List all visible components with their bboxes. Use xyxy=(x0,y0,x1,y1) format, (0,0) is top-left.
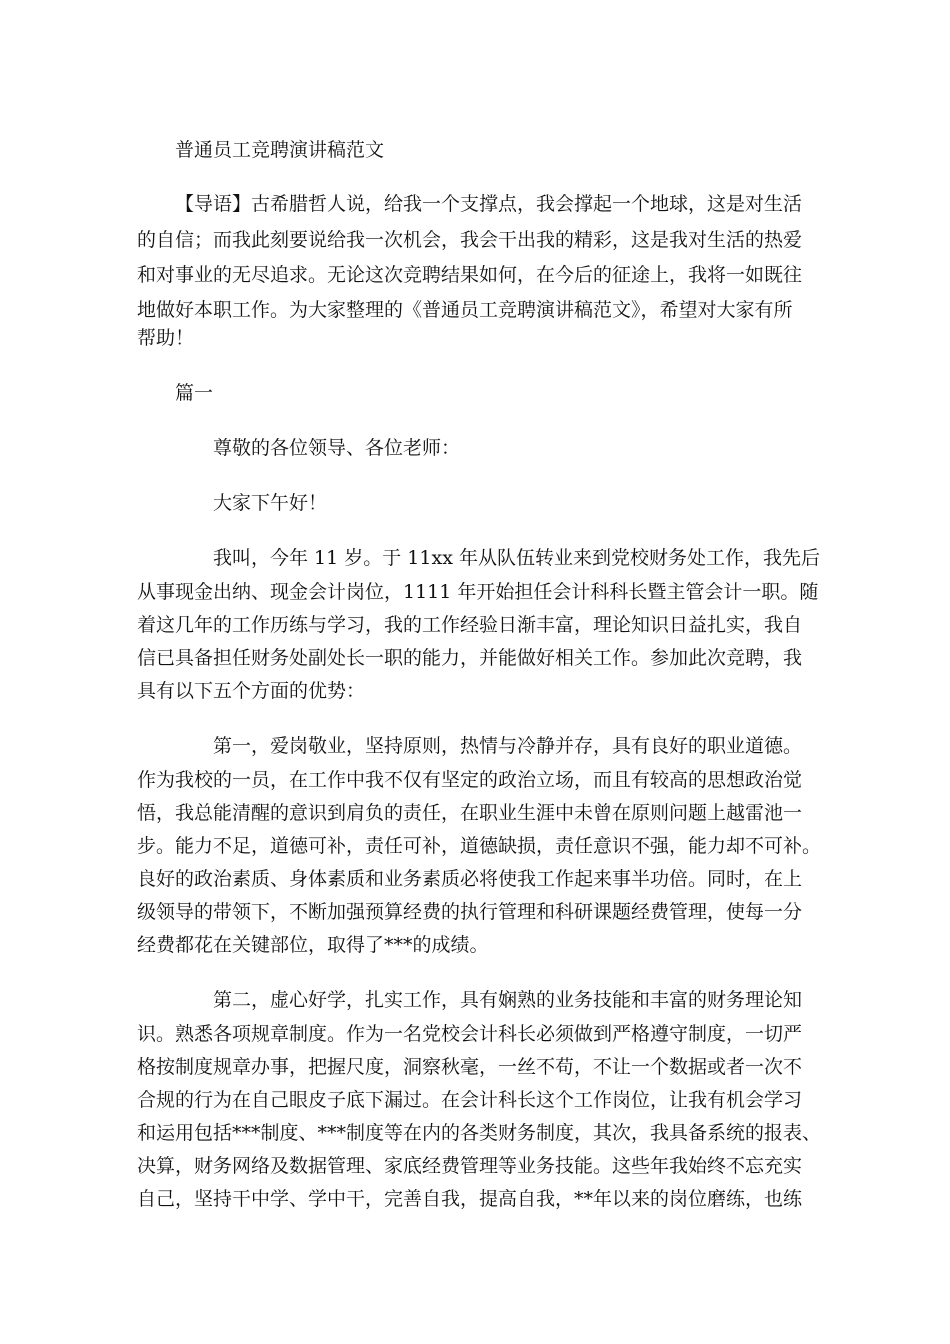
paragraph-line: 着这几年的工作历练与学习，我的工作经验日渐丰富，理论知识日益扎实，我自 xyxy=(137,614,803,636)
paragraph-line: 具有以下五个方面的优势： xyxy=(137,680,366,702)
intro-line: 的自信；而我此刻要说给我一次机会，我会干出我的精彩，这是我对生活的热爱 xyxy=(137,229,803,251)
paragraph-line: 我叫，今年 11 岁。于 11xx 年从队伍转业来到党校财务处工作，我先后 xyxy=(213,547,820,569)
paragraph-line: 决算，财务网络及数据管理、家底经费管理等业务技能。这些年我始终不忘充实 xyxy=(137,1155,803,1177)
document-title: 普通员工竞聘演讲稿范文 xyxy=(175,139,385,161)
paragraph-line: 识。熟悉各项规章制度。作为一名党校会计科长必须做到严格遵守制度，一切严 xyxy=(137,1023,803,1045)
paragraph-line: 格按制度规章办事，把握尺度，洞察秋毫，一丝不苟，不让一个数据或者一次不 xyxy=(137,1056,803,1078)
paragraph-line: 信已具备担任财务处副处长一职的能力，并能做好相关工作。参加此次竞聘，我 xyxy=(137,647,803,669)
paragraph-line: 作为我校的一员，在工作中我不仅有坚定的政治立场，而且有较高的思想政治觉 xyxy=(137,769,803,791)
intro-line: 和对事业的无尽追求。无论这次竞聘结果如何，在今后的征途上，我将一如既往 xyxy=(137,264,803,286)
paragraph-line: 和运用包括***制度、***制度等在内的各类财务制度，其次，我具备系统的报表、 xyxy=(137,1122,822,1144)
paragraph-line: 良好的政治素质、身体素质和业务素质必将使我工作起来事半功倍。同时，在上 xyxy=(137,868,803,890)
intro-line: 帮助！ xyxy=(137,327,195,349)
paragraph-line: 第一，爱岗敬业，坚持原则，热情与冷静并存，具有良好的职业道德。 xyxy=(213,735,803,757)
salutation: 尊敬的各位领导、各位老师： xyxy=(213,437,461,459)
paragraph-line: 悟，我总能清醒的意识到肩负的责任，在职业生涯中未曾在原则问题上越雷池一 xyxy=(137,802,803,824)
paragraph-line: 自己，坚持干中学、学中干，完善自我，提高自我，**年以来的岗位磨练，也练 xyxy=(137,1188,803,1210)
paragraph-line: 经费都花在关键部位，取得了***的成绩。 xyxy=(137,934,489,956)
paragraph-line: 第二，虚心好学，扎实工作，具有娴熟的业务技能和丰富的财务理论知 xyxy=(213,989,803,1011)
greeting: 大家下午好！ xyxy=(213,492,328,514)
paragraph-line: 步。能力不足，道德可补，责任可补，道德缺损，责任意识不强，能力却不可补。 xyxy=(137,835,822,857)
intro-line: 【导语】古希腊哲人说，给我一个支撑点，我会撑起一个地球，这是对生活 xyxy=(175,193,803,215)
intro-line: 地做好本职工作。为大家整理的《普通员工竞聘演讲稿范文》，希望对大家有所 xyxy=(137,299,793,321)
paragraph-line: 级领导的带领下，不断加强预算经费的执行管理和科研课题经费管理，使每一分 xyxy=(137,901,803,923)
section-label: 篇一 xyxy=(175,382,214,404)
paragraph-line: 从事现金出纳、现金会计岗位，1111 年开始担任会计科科长暨主管会计一职。随 xyxy=(137,581,819,603)
paragraph-line: 合规的行为在自己眼皮子底下漏过。在会计科长这个工作岗位，让我有机会学习 xyxy=(137,1089,803,1111)
